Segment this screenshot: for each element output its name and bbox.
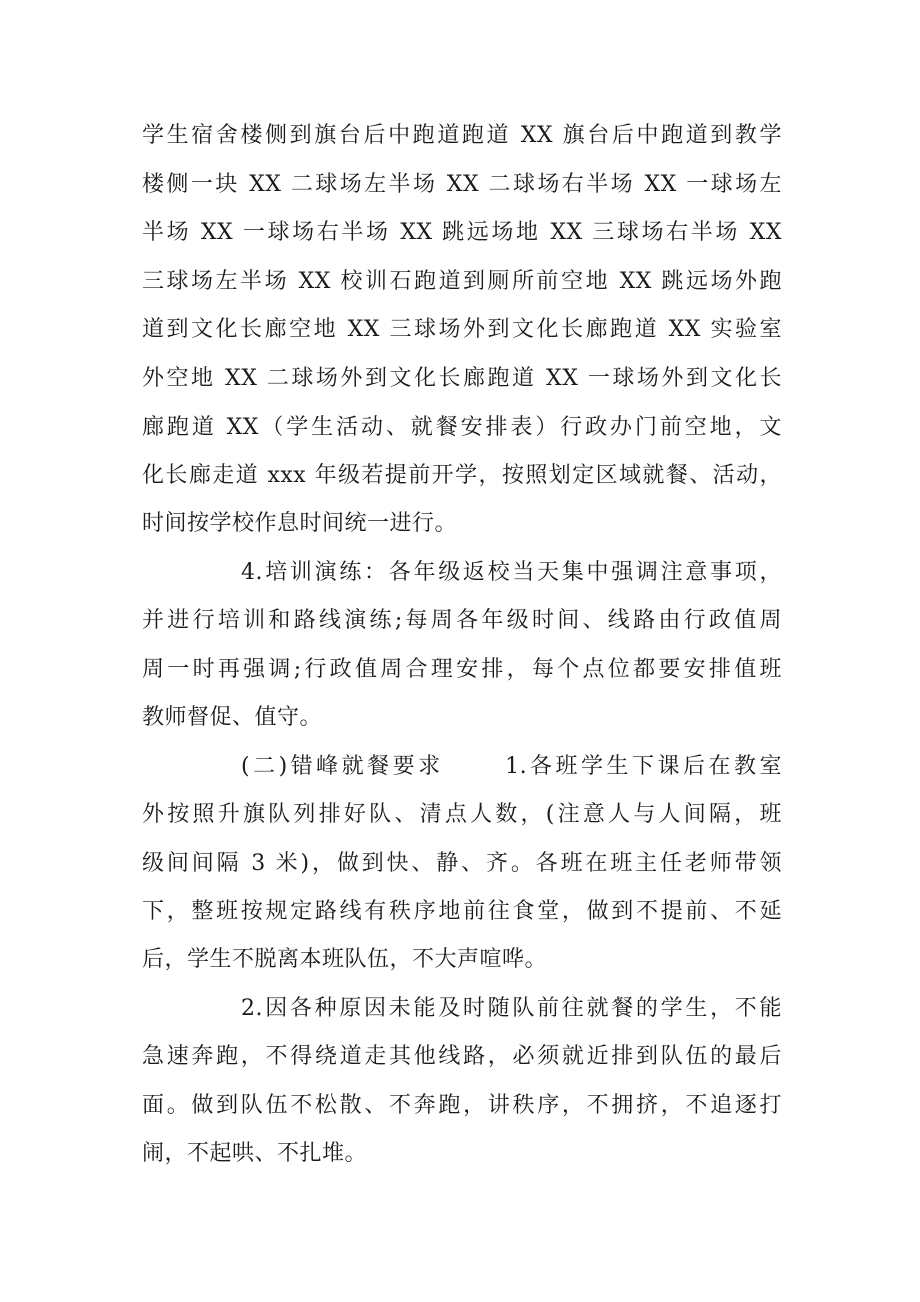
text-line: 下，整班按规定路线有秩序地前往食堂，做到不提前、不延: [142, 899, 782, 924]
text-line: 外空地 XX 二球场外到文化长廊跑道 XX 一球场外到文化长: [142, 366, 782, 391]
text-line: 急速奔跑，不得绕道走其他线路，必须就近排到队伍的最后: [142, 1044, 782, 1069]
text-line: 并进行培训和路线演练;每周各年级时间、线路由行政值周: [142, 608, 782, 633]
text-line: 楼侧一块 XX 二球场左半场 XX 二球场右半场 XX 一球场左: [142, 172, 782, 197]
text-line: 廊跑道 XX（学生活动、就餐安排表）行政办门前空地，文: [142, 415, 782, 440]
text-line: 周一时再强调;行政值周合理安排，每个点位都要安排值班: [142, 657, 782, 682]
text-line: 教师督促、值守。: [142, 705, 323, 730]
text-line: 道到文化长廊空地 XX 三球场外到文化长廊跑道 XX 实验室: [142, 317, 782, 342]
text-line: 闹，不起哄、不扎堆。: [142, 1141, 368, 1166]
text-line: 2.因各种原因未能及时随队前往就餐的学生，不能: [241, 996, 782, 1021]
text-line: 学生宿舍楼侧到旗台后中跑道跑道 XX 旗台后中跑道到教学: [142, 123, 782, 148]
text-line: 化长廊走道 xxx 年级若提前开学，按照划定区域就餐、活动，: [142, 463, 782, 488]
text-line: 时间按学校作息时间统一进行。: [142, 511, 458, 536]
text-line: (二)错峰就餐要求 1.各班学生下课后在教室: [241, 754, 782, 779]
text-line: 级间间隔 3 米)，做到快、静、齐。各班在班主任老师带领: [142, 851, 782, 876]
text-line: 4.培训演练：各年级返校当天集中强调注意事项，: [241, 560, 782, 585]
text-line: 外按照升旗队列排好队、清点人数，(注意人与人间隔，班: [142, 802, 782, 827]
text-line: 三球场左半场 XX 校训石跑道到厕所前空地 XX 跳远场外跑: [142, 269, 782, 294]
text-line: 后，学生不脱离本班队伍，不大声喧哗。: [142, 947, 548, 972]
text-line: 面。做到队伍不松散、不奔跑，讲秩序，不拥挤，不追逐打: [142, 1093, 782, 1118]
text-line: 半场 XX 一球场右半场 XX 跳远场地 XX 三球场右半场 XX: [142, 220, 782, 245]
